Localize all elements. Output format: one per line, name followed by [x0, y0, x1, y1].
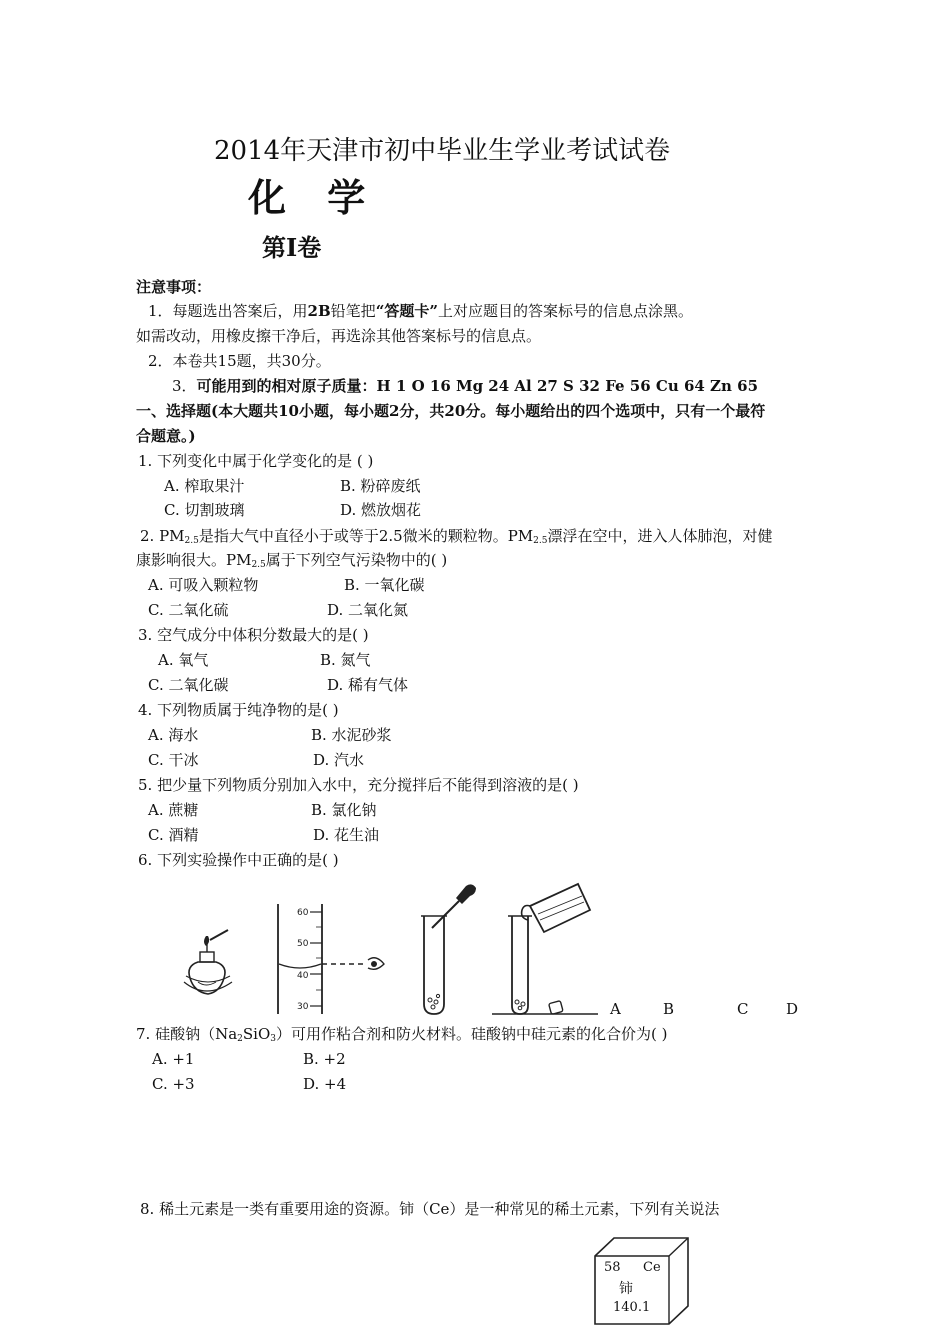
- q6-label-b: B: [663, 1000, 675, 1018]
- q2-l2-b: 属于下列空气污染物中的( ): [265, 551, 448, 569]
- q2-stem-line2: [136, 550, 447, 575]
- element-name: 铈: [619, 1281, 633, 1297]
- notice-item-1-d: “答题卡”: [375, 302, 438, 320]
- q1-option-c: C. 切割玻璃: [164, 501, 245, 519]
- notice-item-1-c: 铅笔把: [330, 302, 376, 320]
- q1-option-b: B. 粉碎废纸: [340, 477, 421, 495]
- q5-option-b: B. 氯化钠: [311, 801, 377, 819]
- q5-option-d: D. 花生油: [313, 826, 380, 844]
- q7-option-d: D. +4: [303, 1075, 347, 1093]
- notice-item-1: [148, 301, 693, 321]
- q2-l2-sub: 2.5: [251, 560, 266, 570]
- q6-label-d: D: [786, 1000, 799, 1018]
- element-number: 58: [604, 1260, 621, 1275]
- q2-l1-b: 是指大气中直径小于或等于2.5微米的颗粒物。PM: [198, 527, 534, 545]
- q7-sub1: 2: [237, 1034, 243, 1044]
- q7-stem-b: SiO: [242, 1025, 271, 1043]
- q2-l1-sub2: 2.5: [533, 536, 548, 546]
- element-symbol: Ce: [643, 1260, 661, 1275]
- q6-label-c: C: [737, 1000, 749, 1018]
- tick-label-60: 60: [297, 908, 309, 918]
- figure-b-graduated-cylinder: [276, 902, 396, 1014]
- figure-d-pouring-liquid: [490, 880, 600, 1016]
- q5-option-c: C. 酒精: [148, 826, 199, 844]
- q4-stem: 4. 下列物质属于纯净物的是( ): [138, 701, 339, 719]
- q7-sub2: 3: [270, 1034, 276, 1044]
- section-heading-line1: 一、选择题(本大题共10小题，每小题2分，共20分。每小题给出的四个选项中，只有一个最符: [136, 402, 766, 420]
- q2-option-b: B. 一氧化碳: [344, 576, 425, 594]
- q1-option-a: A. 榨取果汁: [164, 477, 245, 495]
- q7-stem-a: 7. 硅酸钠（Na: [136, 1025, 238, 1043]
- q7-option-c: C. +3: [152, 1075, 195, 1093]
- q5-option-a: A. 蔗糖: [148, 801, 199, 819]
- q4-option-c: C. 干冰: [148, 751, 199, 769]
- figure-c-dropper-test-tube: [418, 880, 478, 1016]
- notice-item-1-e: 上对应题目的答案标号的信息点涂黑。: [437, 302, 693, 320]
- q2-l1-c: 漂浮在空中，进入人体肺泡，对健: [547, 527, 773, 545]
- subject-title: 化 学: [248, 175, 380, 220]
- q7-option-b: B. +2: [303, 1050, 346, 1068]
- tick-label-30: 30: [297, 1002, 309, 1012]
- notice-item-3-a: 3．: [172, 377, 197, 395]
- q3-option-d: D. 稀有气体: [327, 676, 409, 694]
- exam-title: 2014年天津市初中毕业生学业考试试卷: [214, 136, 671, 166]
- figure-a-alcohol-lamp: [176, 926, 256, 1006]
- q2-option-d: D. 二氧化氮: [327, 601, 409, 619]
- q3-stem: 3. 空气成分中体积分数最大的是( ): [138, 626, 369, 644]
- notice-item-3: [172, 376, 758, 396]
- notice-item-2: 2．本卷共15题，共30分。: [148, 352, 331, 370]
- q6-label-a: A: [610, 1000, 621, 1018]
- q6-stem: 6. 下列实验操作中正确的是( ): [138, 851, 339, 869]
- q3-option-b: B. 氮气: [320, 651, 371, 669]
- q7-stem: [136, 1024, 667, 1049]
- q2-l1-a: 2. PM: [140, 527, 185, 545]
- notice-item-1-line2: 如需改动，用橡皮擦干净后，再选涂其他答案标号的信息点。: [136, 327, 542, 345]
- q2-option-a: A. 可吸入颗粒物: [148, 576, 259, 594]
- q1-stem: 1. 下列变化中属于化学变化的是 ( ): [138, 452, 374, 470]
- tick-label-50: 50: [297, 939, 309, 949]
- q4-option-b: B. 水泥砂浆: [311, 726, 392, 744]
- q3-option-a: A. 氧气: [158, 651, 209, 669]
- q2-option-c: C. 二氧化硫: [148, 601, 229, 619]
- element-mass: 140.1: [613, 1300, 651, 1315]
- notice-heading: 注意事项：: [136, 278, 212, 296]
- notice-item-1-b: 2B: [307, 302, 331, 320]
- q2-l2-a: 康影响很大。PM: [136, 551, 252, 569]
- q8-stem: 8. 稀土元素是一类有重要用途的资源。铈（Ce）是一种常见的稀土元素，下列有关说法: [140, 1200, 720, 1218]
- q4-option-d: D. 汽水: [313, 751, 365, 769]
- q7-option-a: A. +1: [152, 1050, 195, 1068]
- q1-option-d: D. 燃放烟花: [340, 501, 422, 519]
- section-heading-line2: 合题意。): [136, 427, 196, 445]
- q2-stem-line1: [140, 526, 773, 551]
- tick-label-40: 40: [297, 971, 309, 981]
- q7-stem-c: ）可用作粘合剂和防火材料。硅酸钠中硅元素的化合价为( ): [276, 1025, 668, 1043]
- notice-item-3-b: 可能用到的相对原子质量：H 1 O 16 Mg 24 Al 27 S 32 Fe 56 Cu 64 Zn 65: [196, 377, 759, 395]
- q2-l1-sub1: 2.5: [184, 536, 199, 546]
- q4-option-a: A. 海水: [148, 726, 199, 744]
- q5-stem: 5. 把少量下列物质分别加入水中，充分搅拌后不能得到溶液的是( ): [138, 776, 579, 794]
- volume-title: 第Ⅰ卷: [262, 233, 322, 262]
- notice-item-1-a: 1．每题选出答案后，用: [148, 302, 308, 320]
- q3-option-c: C. 二氧化碳: [148, 676, 229, 694]
